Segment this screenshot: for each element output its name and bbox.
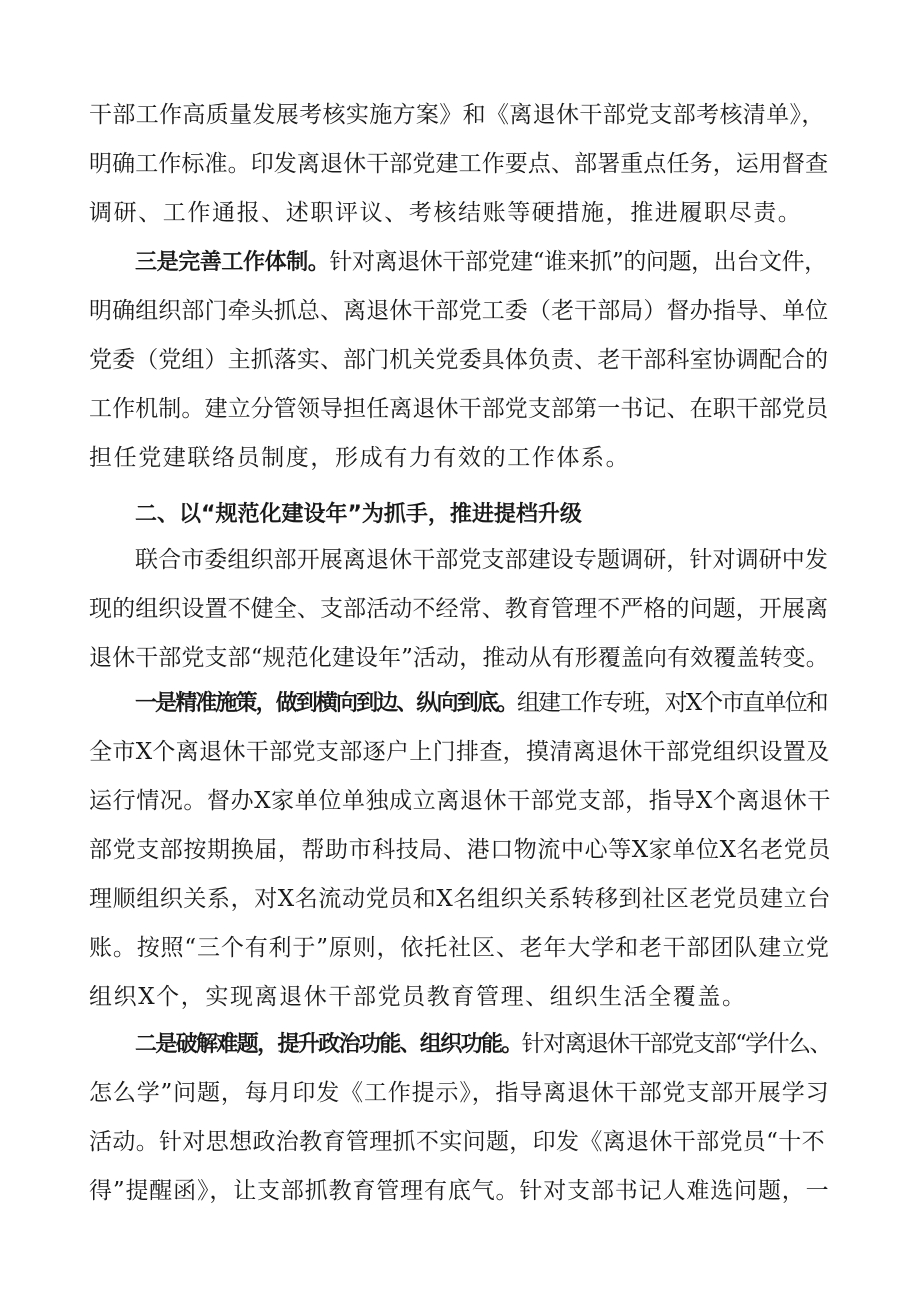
text-line: 运行情况。督办X家单位单独成立离退休干部党支部，指导X个离退休干 [89, 788, 831, 814]
text-run: 针对离退休干部党建“谁来抓”的问题，出台文件， [329, 249, 827, 275]
section-heading: 二、以“规范化建设年”为抓手，推进提档升级 [135, 502, 582, 527]
text-line: 怎么学”问题，每月印发《工作提示》，指导离退休干部党支部开展学习 [89, 1080, 830, 1106]
text-line: 理顺组织关系，对X名流动党员和X名组织关系转移到社区老党员建立台 [89, 886, 831, 912]
text-line: 活动。针对思想政治教育管理抓不实问题，印发《离退休干部党员“十不 [89, 1129, 825, 1155]
paragraph-lead: 三是完善工作体制。 [135, 250, 330, 275]
text-line [135, 681, 827, 725]
paragraph-lead: 二是破解难题，提升政治功能、组织功能。 [135, 1032, 522, 1057]
text-line: 部党支部按期换届，帮助市科技局、港口物流中心等X家单位X名老党员 [89, 837, 831, 863]
text-line: 党委（党组）主抓落实、部门机关党委具体负责、老干部科室协调配合的 [89, 347, 829, 373]
text-run: 针对离退休干部党支部“学什么、 [521, 1031, 831, 1057]
text-line [135, 1022, 831, 1066]
text-line: 干部工作高质量发展考核实施方案》和《离退休干部党支部考核清单》， [89, 102, 825, 128]
text-line: 全市X个离退休干部党支部逐户上门排查，摸清离退休干部党组织设置及 [89, 739, 830, 765]
text-line: 明确组织部门牵头抓总、离退休干部党工委（老干部局）督办指导、单位 [89, 298, 829, 324]
text-line: 工作机制。建立分管领导担任离退休干部党支部第一书记、在职干部党员 [89, 396, 829, 422]
text-line: 调研、工作通报、述职评议、考核结账等硬措施，推进履职尽责。 [89, 200, 803, 226]
text-line: 组织X个，实现离退休干部党员教育管理、组织生活全覆盖。 [89, 984, 747, 1010]
text-line: 得”提醒函》，让支部抓教育管理有底气。针对支部书记人难选问题，一 [89, 1178, 830, 1204]
text-line: 账。按照“三个有利于”原则，依托社区、老年大学和老干部团队建立党 [89, 935, 830, 961]
text-run: 组建工作专班，对X个市直单位和 [516, 690, 827, 716]
text-line: 联合市委组织部开展离退休干部党支部建设专题调研，针对调研中发 [135, 547, 828, 573]
text-line: 现的组织设置不健全、支部活动不经常、教育管理不严格的问题，开展离 [89, 596, 829, 622]
paragraph-lead: 一是精准施策，做到横向到边、纵向到底。 [135, 691, 517, 716]
text-line: 担任党建联络员制度，形成有力有效的工作体系。 [89, 445, 631, 471]
text-line: 明确工作标准。印发离退休干部党建工作要点、部署重点任务，运用督查 [89, 151, 829, 177]
text-line [135, 240, 827, 284]
text-line: 退休干部党支部“规范化建设年”活动，推动从有形覆盖向有效覆盖转变。 [89, 645, 829, 671]
